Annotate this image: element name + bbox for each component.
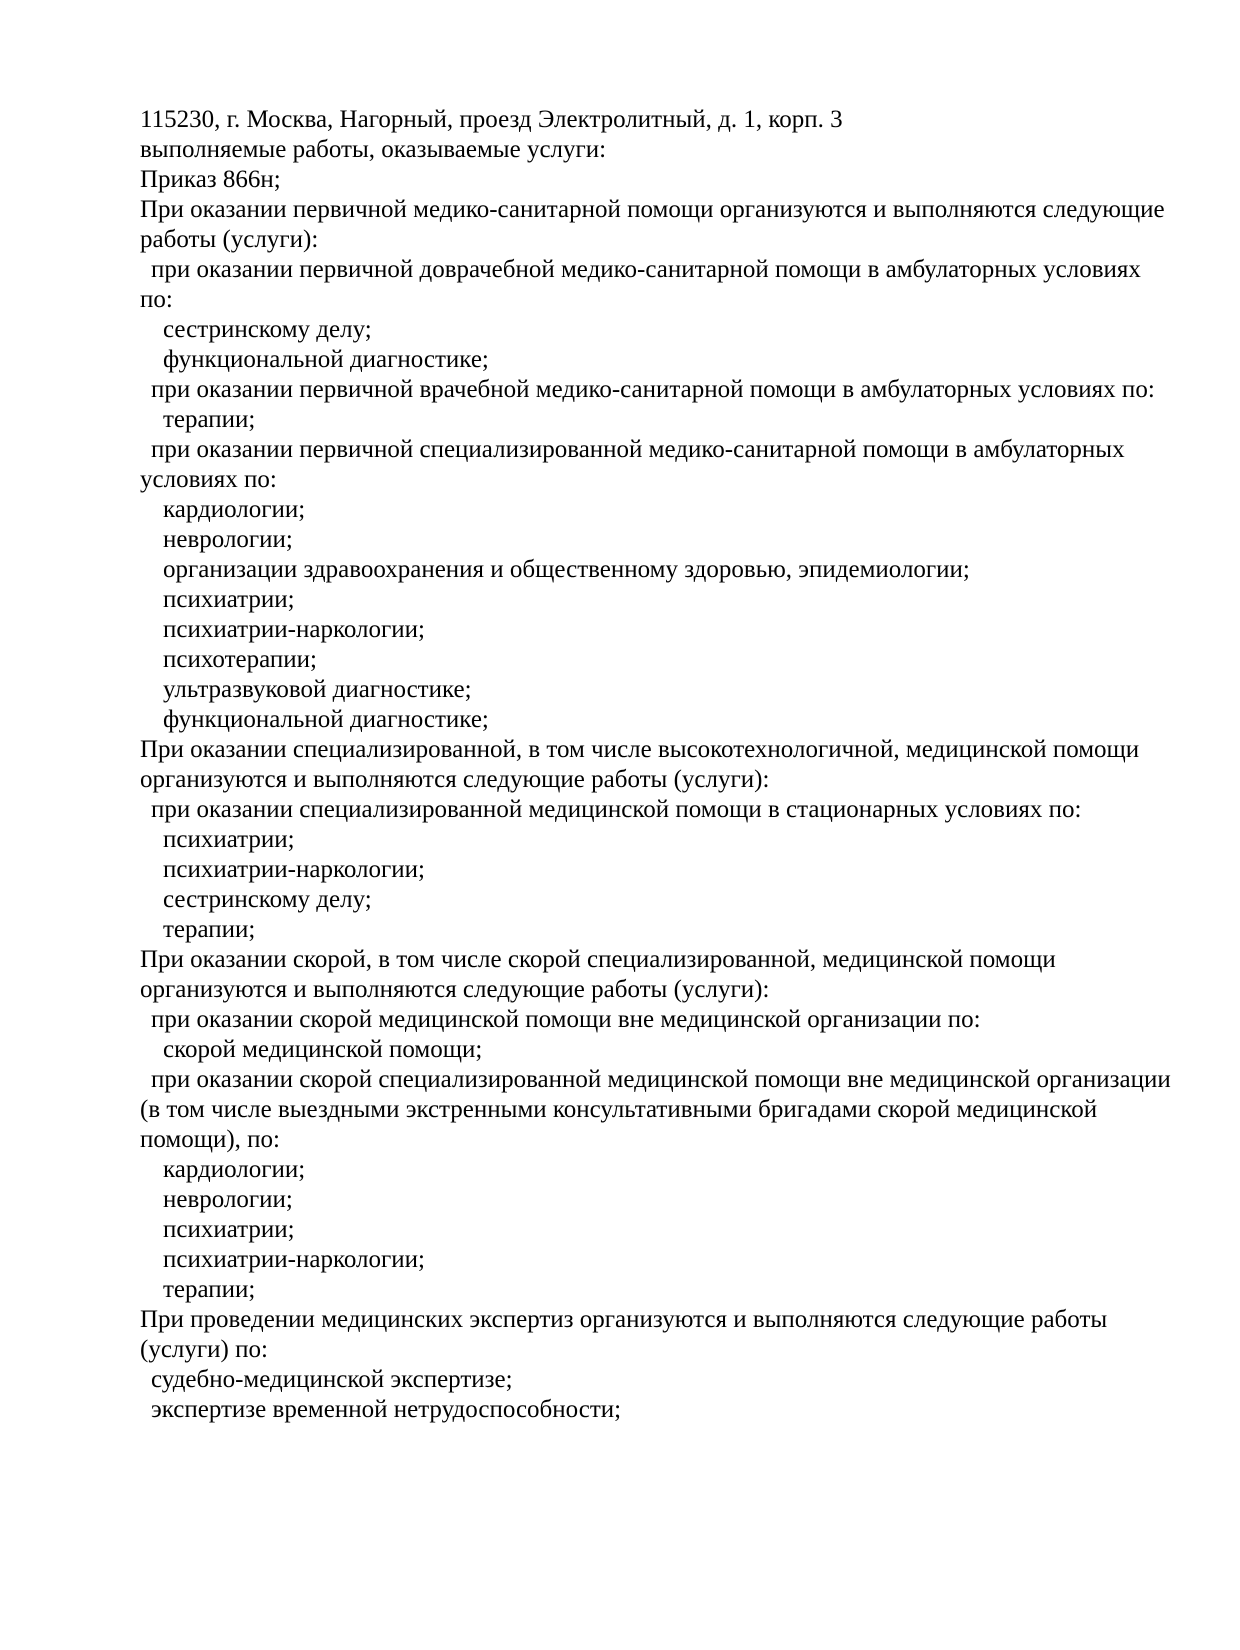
text-line: психотерапии; <box>163 646 317 673</box>
text-line: при оказании скорой медицинской помощи вне медицинской организации по: <box>151 1006 981 1033</box>
text-line: психиатрии; <box>163 1216 295 1243</box>
text-line: выполняемые работы, оказываемые услуги: <box>140 136 607 163</box>
text-line: функциональной диагностике; <box>163 346 489 373</box>
text-line: психиатрии; <box>163 586 295 613</box>
text-line: кардиологии; <box>163 1156 306 1183</box>
text-line: при оказании первичной специализированной медико-санитарной помощи в амбулаторных <box>151 436 1125 463</box>
text-line: ультразвуковой диагностике; <box>163 676 472 703</box>
license-works-services-text <box>140 105 1190 1425</box>
text-line: Приказ 866н; <box>140 166 281 193</box>
text-line: сестринскому делу; <box>163 886 372 913</box>
text-line: При оказании скорой, в том числе скорой специализированной, медицинской помощи <box>140 946 1056 973</box>
text-line: 115230, г. Москва, Нагорный, проезд Электролитный, д. 1, корп. 3 <box>140 106 843 133</box>
text-line: скорой медицинской помощи; <box>163 1036 483 1063</box>
text-line: судебно-медицинской экспертизе; <box>151 1366 513 1393</box>
text-line: неврологии; <box>163 1186 293 1213</box>
text-line: по: <box>140 286 173 313</box>
text-line: (услуги) по: <box>140 1336 268 1363</box>
text-line: терапии; <box>163 916 256 943</box>
text-line: организации здравоохранения и общественному здоровью, эпидемиологии; <box>163 556 970 583</box>
text-line: кардиологии; <box>163 496 306 523</box>
text-line: организуются и выполняются следующие работы (услуги): <box>140 766 770 793</box>
text-line: терапии; <box>163 1276 256 1303</box>
text-line: терапии; <box>163 406 256 433</box>
text-line: психиатрии-наркологии; <box>163 1246 425 1273</box>
text-line: при оказании первичной врачебной медико-санитарной помощи в амбулаторных условиях по: <box>151 376 1155 403</box>
text-line: психиатрии; <box>163 826 295 853</box>
text-line: неврологии; <box>163 526 293 553</box>
text-line: психиатрии-наркологии; <box>163 616 425 643</box>
text-line: при оказании скорой специализированной медицинской помощи вне медицинской организации <box>151 1066 1171 1093</box>
text-line: При оказании первичной медико-санитарной помощи организуются и выполняются следующие <box>140 196 1165 223</box>
text-line: работы (услуги): <box>140 226 319 253</box>
text-line: При оказании специализированной, в том числе высокотехнологичной, медицинской помощи <box>140 736 1140 763</box>
text-line: при оказании специализированной медицинской помощи в стационарных условиях по: <box>151 796 1082 823</box>
text-line: условиях по: <box>140 466 277 493</box>
text-line: функциональной диагностике; <box>163 706 489 733</box>
text-line: организуются и выполняются следующие работы (услуги): <box>140 976 770 1003</box>
text-line: (в том числе выездными экстренными консультативными бригадами скорой медицинской <box>140 1096 1098 1123</box>
text-line: сестринскому делу; <box>163 316 372 343</box>
text-line: при оказании первичной доврачебной медико-санитарной помощи в амбулаторных условиях <box>151 256 1141 283</box>
text-line: При проведении медицинских экспертиз организуются и выполняются следующие работы <box>140 1306 1108 1333</box>
text-line: экспертизе временной нетрудоспособности; <box>151 1396 622 1423</box>
text-line: помощи), по: <box>140 1126 281 1153</box>
text-line: психиатрии-наркологии; <box>163 856 425 883</box>
